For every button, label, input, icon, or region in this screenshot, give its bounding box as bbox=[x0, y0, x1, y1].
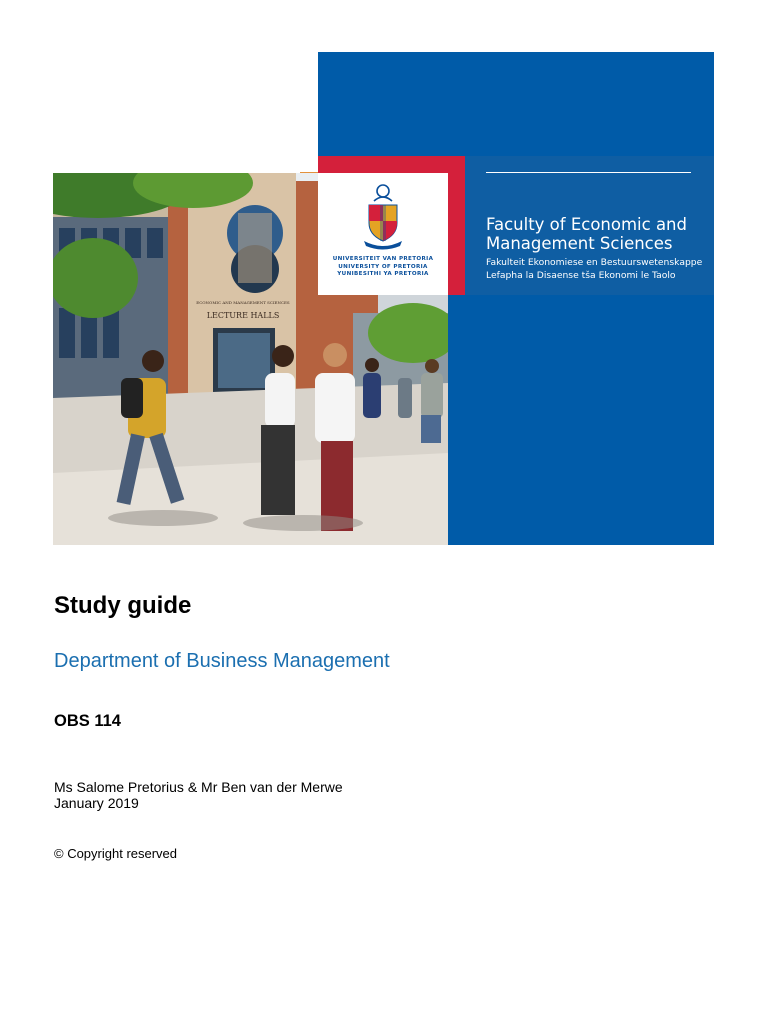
faculty-title-line2: Management Sciences bbox=[486, 234, 673, 253]
logo-text-afrikaans: UNIVERSITEIT VAN PRETORIA bbox=[332, 256, 434, 262]
building-sign-small: ECONOMIC AND MANAGEMENT SCIENCES bbox=[196, 300, 290, 305]
faculty-name-afrikaans: Fakulteit Ekonomiese en Bestuurswetenskappe bbox=[486, 257, 703, 268]
document-title: Study guide bbox=[54, 592, 192, 619]
cover-rule-line bbox=[486, 172, 691, 173]
building-sign: LECTURE HALLS bbox=[206, 311, 280, 320]
faculty-title-line1: Faculty of Economic and bbox=[486, 215, 687, 234]
cover-blue-panel-bottom bbox=[448, 295, 714, 545]
publication-date: January 2019 bbox=[54, 795, 139, 811]
copyright-notice: © Copyright reserved bbox=[54, 846, 178, 861]
department-name: Department of Business Management bbox=[54, 650, 390, 672]
module-code: OBS 114 bbox=[54, 712, 121, 730]
university-crest-icon bbox=[360, 183, 406, 251]
logo-text-english: UNIVERSITY OF PRETORIA bbox=[338, 263, 428, 270]
logo-text-sepedi: YUNIBESITHI YA PRETORIA bbox=[337, 271, 429, 277]
cover-blue-panel-top bbox=[318, 52, 714, 156]
authors: Ms Salome Pretorius & Mr Ben van der Merwe bbox=[54, 779, 343, 795]
faculty-name-sepedi: Lefapha la Disaense tša Ekonomi le Taolo bbox=[486, 270, 676, 281]
